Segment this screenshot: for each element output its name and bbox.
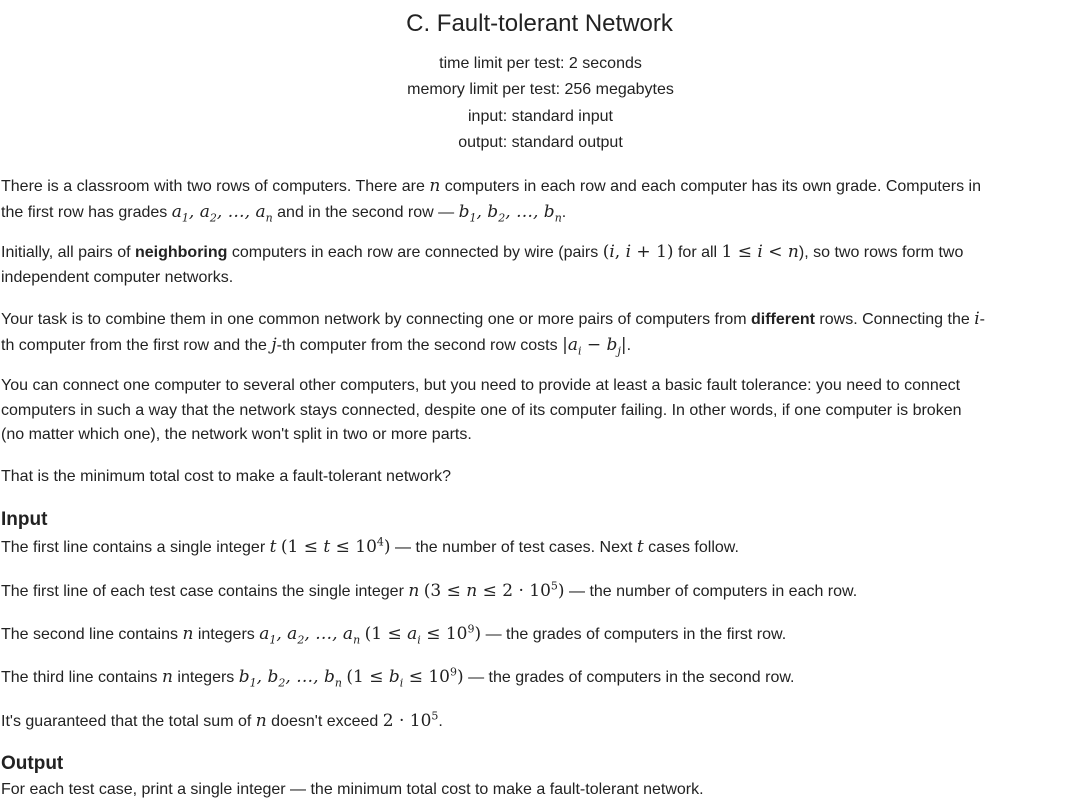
math: (i, i + 1) bbox=[602, 242, 674, 262]
statement-paragraph-2: Initially, all pairs of neighboring computers in each row are connected by wire (pairs (i, i + 1) for all 1 ≤ i < n), so two rows form two independent computer networks. bbox=[1, 242, 964, 286]
input-heading: Input bbox=[1, 509, 48, 530]
input-line-3: The second line contains n integers $a_1$, $a_2$, …, $a_n$ $(1 \le a_i \le 10^9)$ — the grades of computers in the first row. bbox=[1, 622, 787, 647]
math: j bbox=[271, 334, 277, 355]
statement-paragraph-5: That is the minimum total cost to make a fault-tolerant network? bbox=[1, 468, 451, 485]
input-spec: input: standard input bbox=[468, 108, 613, 125]
math: t bbox=[636, 537, 644, 557]
math: $b_1$, $b_2$, …, $b_n$ bbox=[238, 667, 342, 690]
math: 1 ≤ i < n bbox=[721, 242, 799, 262]
math: $2 \cdot 10^5$ bbox=[382, 709, 439, 731]
math: $a_1$, $a_2$, …, $a_n$ bbox=[171, 201, 273, 224]
statement-paragraph-3: Your task is to combine them in one common network by connecting one or more pairs of computers from different rows. Connecting the i- th computer from the first row and the j-th computer from the second row costs $|a_i - b_j|$. bbox=[1, 309, 985, 357]
math: n bbox=[408, 581, 420, 601]
math: $a_1$, $a_2$, …, $a_n$ bbox=[259, 624, 361, 647]
math: $(1 \le t \le 10^4)$ bbox=[280, 535, 391, 557]
problem-title: C. Fault-tolerant Network bbox=[406, 10, 673, 37]
math: $|a_i - b_j|$ bbox=[562, 334, 627, 357]
math: i bbox=[974, 309, 980, 329]
math: $(1 \le a_i \le 10^9)$ bbox=[364, 622, 482, 647]
statement-paragraph-4: You can connect one computer to several other computers, but you need to provide at least a basic fault tolerance: you need to connect computers in such a way that the network stays connected, despite one of its computer failing. In other words, if one computer is broken (no matter which one), the network won't split in two or more parts. bbox=[1, 377, 962, 443]
math: $(3 \le n \le 2 \cdot 10^5)$ bbox=[423, 579, 565, 601]
input-line-2: The first line of each test case contains the single integer n $(3 \le n \le 2 \cdot 10^5)$ — the number of computers in each row. bbox=[1, 579, 858, 601]
math: t bbox=[269, 537, 277, 557]
math: $b_1$, $b_2$, …, $b_n$ bbox=[458, 201, 562, 224]
output-line-1: For each test case, print a single integer — the minimum total cost to make a fault-tolerant network. bbox=[1, 781, 704, 798]
output-heading: Output bbox=[1, 753, 64, 774]
math: n bbox=[255, 711, 267, 731]
input-line-1: The first line contains a single integer t $(1 \le t \le 10^4)$ — the number of test cases. Next t cases follow. bbox=[1, 535, 739, 557]
input-line-5: It's guaranteed that the total sum of n doesn't exceed $2 \cdot 10^5$. bbox=[1, 709, 443, 731]
math: n bbox=[429, 176, 441, 196]
math: n bbox=[161, 667, 173, 687]
output-spec: output: standard output bbox=[458, 134, 623, 151]
statement-paragraph-1: There is a classroom with two rows of computers. There are n computers in each row and each computer has its own grade. Computers in the first row has grades $a_1$, $a_2$, …, $a_n$ and in the second row — $b_1$, $b_2$, …, $b_n$. bbox=[1, 176, 981, 224]
math: $(1 \le b_i \le 10^9)$ bbox=[346, 665, 464, 690]
time-limit: time limit per test: 2 seconds bbox=[439, 55, 642, 72]
input-line-4: The third line contains n integers $b_1$, $b_2$, …, $b_n$ $(1 \le b_i \le 10^9)$ — the grades of computers in the second row. bbox=[1, 665, 795, 690]
math: n bbox=[182, 624, 194, 644]
memory-limit: memory limit per test: 256 megabytes bbox=[407, 81, 674, 98]
